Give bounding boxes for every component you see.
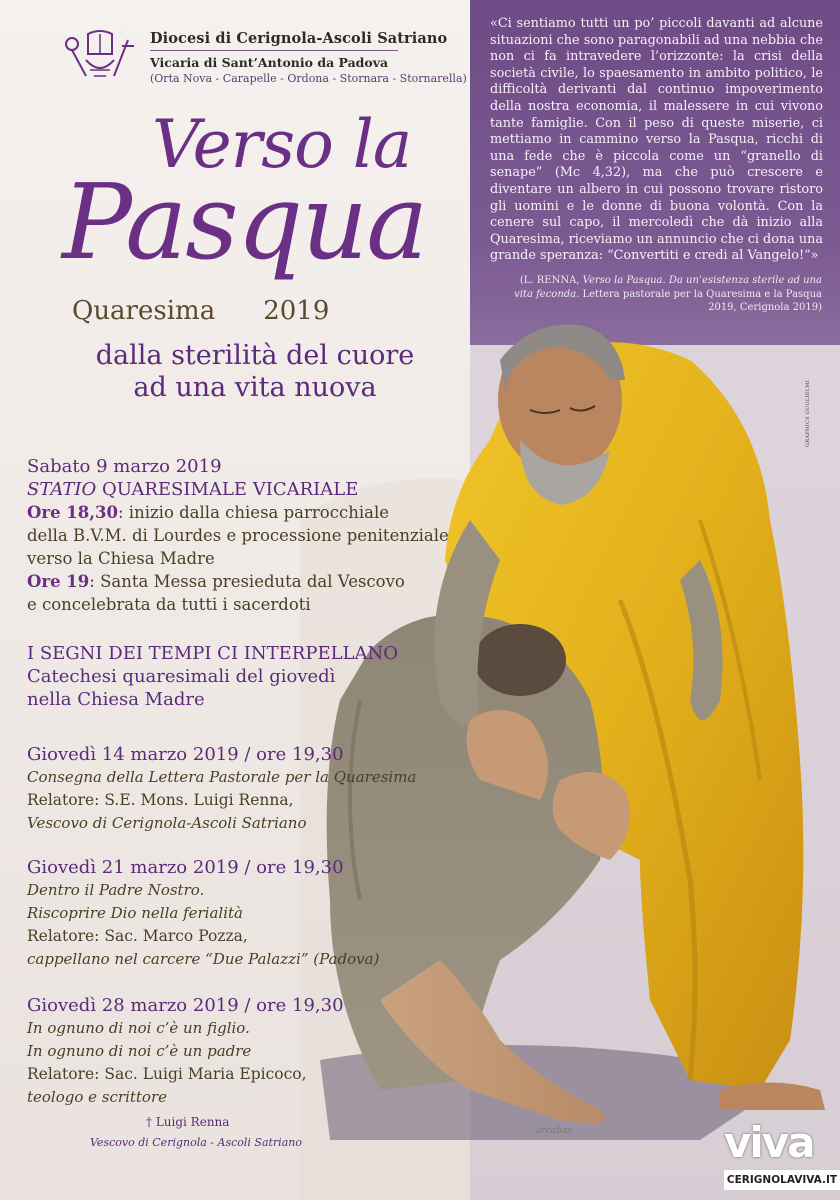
catechesi-section [27, 642, 398, 711]
catechesi-line-1: Catechesi quaresimali del giovedì [27, 666, 336, 687]
pastoral-letter-quote: «Ci sentiamo tutti un po’ piccoli davanti ad alcune situazioni che sono paragonabili ad una nebbia che non ci fa intravedere l’orizzonte: la crisi della società civile, lo spaesamento in ambito politico, le difficoltà derivanti dal continuo impoverimento della nostra economia, il malessere in cui vivono tante famiglie. Con il peso di queste miserie, ci mettiamo in cammino verso la Pasqua, ricchi di una fede che è piccola come un “granello di senape” (Mc 4,32), ma che può crescere e diventare un albero in cui possono trovare ristoro gli uomini e le donne di buona volontà. Con la cenere sul capo, il mercoledì che dà inizio alla Quaresima, riceviamo un annuncio che ci dona una grande speranza: “Convertiti e credi al Vangelo!”» [490, 16, 823, 264]
event-title-line: In ognuno di noi c’è un figlio. [27, 1019, 250, 1037]
vicariate-towns: (Orta Nova - Carapelle - Ordona - Stornara - Stornarella) [150, 72, 467, 85]
event-2 [27, 856, 379, 971]
viva-logo: viva [724, 1118, 814, 1167]
statio-line-3: verso la Chiesa Madre [27, 549, 215, 568]
event-speaker-role: cappellano nel carcere “Due Palazzi” (Padova) [27, 950, 380, 968]
event-speaker-role: Vescovo di Cerignola-Ascoli Satriano [27, 814, 307, 832]
event-speaker: Relatore: Sac. Marco Pozza, [27, 927, 248, 945]
season-year: 2019 [263, 296, 330, 326]
season-label: Quaresima [72, 296, 216, 326]
event-date: Giovedì 28 marzo 2019 / ore 19,30 [27, 995, 344, 1016]
title-line-1: Verso la [152, 106, 412, 183]
event-3 [27, 994, 344, 1109]
graphics-credit: GRAPHICS GUGLIELMI [805, 380, 811, 447]
statio-name: STATIO QUARESIMALE VICARIALE [27, 479, 359, 500]
event-speaker: Relatore: S.E. Mons. Luigi Renna, [27, 791, 294, 809]
header-divider [150, 50, 398, 51]
statio-line-5: e concelebrata da tutti i sacerdoti [27, 595, 311, 614]
event-date: Giovedì 14 marzo 2019 / ore 19,30 [27, 744, 344, 765]
subtitle-line-2: ad una vita nuova [133, 372, 377, 404]
bishop-signature-name: † Luigi Renna [146, 1115, 230, 1129]
catechesi-line-2: nella Chiesa Madre [27, 689, 205, 710]
event-title-line: In ognuno di noi c’è un padre [27, 1042, 252, 1060]
quote-citation: (L. RENNA, Verso la Pasqua. Da un’esistenza sterile ad una vita feconda. Lettera pastorale per la Quaresima e la Pasqua 2019, Cerignola 2019) [514, 275, 822, 313]
title-line-2: Pasqua [62, 161, 427, 283]
viva-url: CERIGNOLAVIVA.IT [724, 1170, 840, 1190]
statio-section [27, 455, 449, 616]
event-title-line: Riscoprire Dio nella ferialità [27, 904, 243, 922]
event-1 [27, 743, 416, 835]
vicariate-name: Vicaria di Sant’Antonio da Padova [150, 55, 389, 70]
statio-line-1: Ore 18,30: inizio dalla chiesa parrocchiale [27, 503, 389, 522]
catechesi-heading: I SEGNI DEI TEMPI CI INTERPELLANO [27, 643, 399, 664]
statio-date: Sabato 9 marzo 2019 [27, 456, 222, 477]
artist-signature: arcabas [536, 1126, 572, 1136]
event-date: Giovedì 21 marzo 2019 / ore 19,30 [27, 857, 344, 878]
season-line [72, 296, 329, 326]
event-speaker-role: teologo e scrittore [27, 1088, 168, 1106]
statio-line-2: della B.V.M. di Lourdes e processione penitenziale [27, 526, 449, 545]
bishop-signature-role: Vescovo di Cerignola - Ascoli Satriano [90, 1136, 302, 1149]
event-title-line: Dentro il Padre Nostro. [27, 881, 205, 899]
event-speaker: Relatore: Sac. Luigi Maria Epicoco, [27, 1065, 307, 1083]
subtitle-line-1: dalla sterilità del cuore [95, 340, 415, 371]
statio-line-4: Ore 19: Santa Messa presieduta dal Vescovo [27, 572, 405, 591]
diocese-name: Diocesi di Cerignola-Ascoli Satriano [150, 30, 448, 47]
subtitle [55, 340, 455, 405]
diocese-coat-of-arms-icon [58, 30, 143, 82]
event-title-line: Consegna della Lettera Pastorale per la Quaresima [27, 768, 417, 786]
